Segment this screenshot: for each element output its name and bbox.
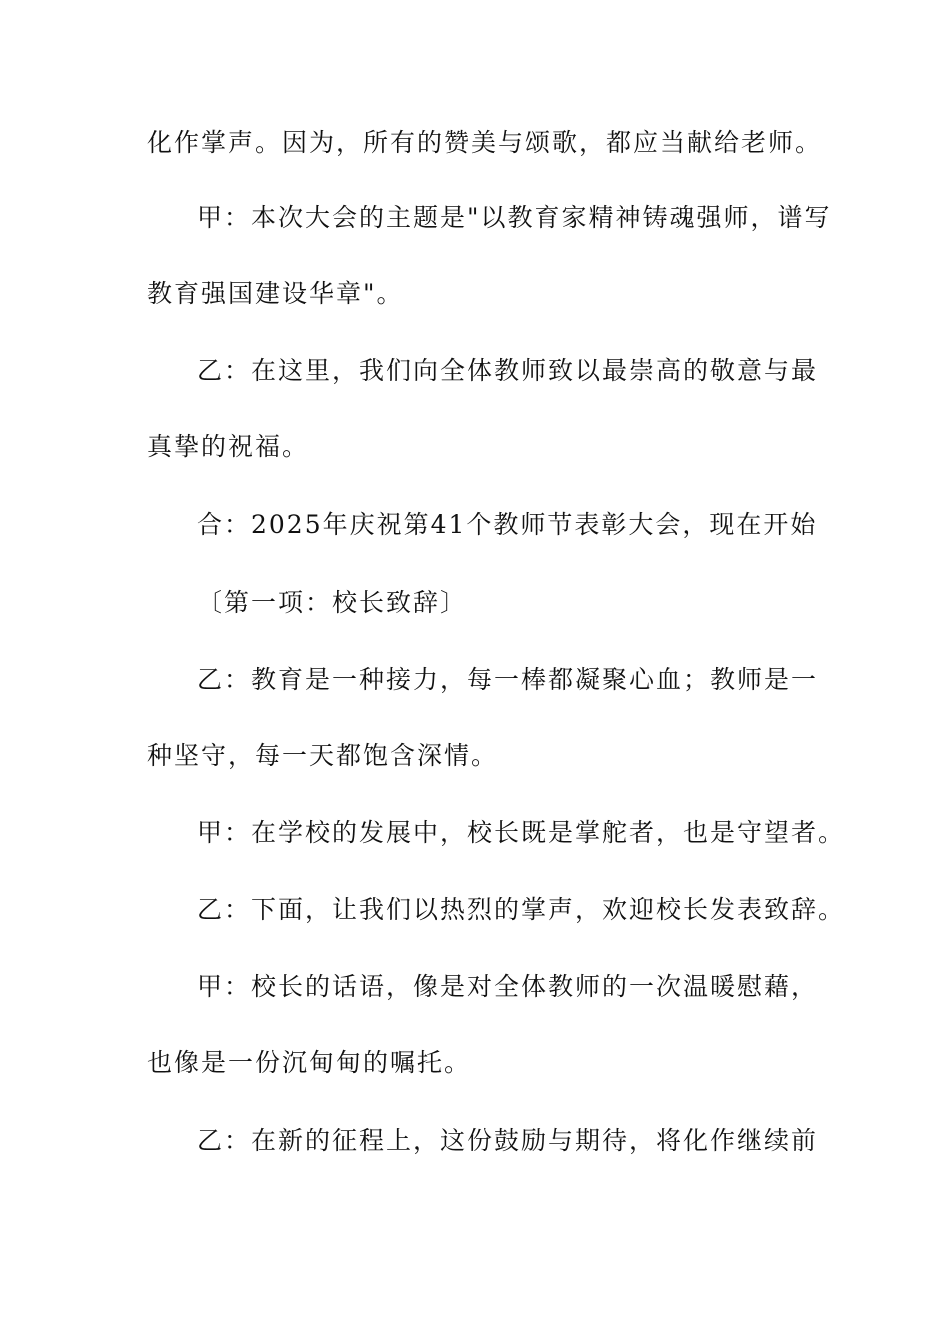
text-line: 教育强国建设华章"。	[147, 279, 404, 308]
text-line: 乙：在这里，我们向全体教师致以最崇高的敬意与最	[197, 356, 819, 385]
text-line: 真挚的祝福。	[147, 432, 310, 461]
text-line: 乙：下面，让我们以热烈的掌声，欢迎校长发表致辞。	[197, 895, 846, 924]
text-line: 甲：在学校的发展中，校长既是掌舵者，也是守望者。	[197, 818, 846, 847]
text-line: 乙：教育是一种接力，每一棒都凝聚心血；教师是一	[197, 665, 819, 694]
text-line: 乙：在新的征程上，这份鼓励与期待，将化作继续前	[197, 1126, 819, 1155]
text-line: 甲：本次大会的主题是"以教育家精神铸魂强师，谱写	[197, 203, 832, 232]
text-line: 化作掌声。因为，所有的赞美与颂歌，都应当献给老师。	[147, 128, 823, 157]
text-line: 也像是一份沉甸甸的嘱托。	[147, 1048, 472, 1077]
text-line: 〔第一项：校长致辞〕	[197, 588, 468, 617]
text-line: 合：2025年庆祝第41个教师节表彰大会，现在开始	[197, 510, 818, 539]
text-line: 甲：校长的话语，像是对全体教师的一次温暖慰藉，	[197, 972, 819, 1001]
text-line: 种坚守，每一天都饱含深情。	[147, 741, 499, 770]
